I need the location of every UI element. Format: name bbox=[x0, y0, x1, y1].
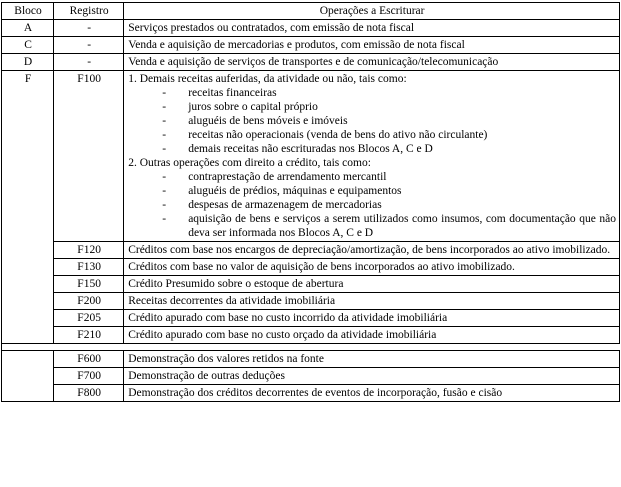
list-item: - aluguéis de prédios, máquinas e equipamentos bbox=[162, 184, 616, 198]
list-item: - aquisição de bens e serviços a serem utilizados como insumos, com documentação que não deva ser informada nos Blocos A, C e D bbox=[162, 212, 616, 240]
cell-operacoes: Demonstração dos créditos decorrentes de eventos de incorporação, fusão e cisão bbox=[124, 385, 620, 402]
table-row bbox=[2, 385, 620, 402]
header-operacoes: Operações a Escriturar bbox=[124, 3, 620, 20]
registros-table bbox=[1, 2, 620, 402]
table-row bbox=[2, 20, 620, 37]
table-row bbox=[2, 54, 620, 71]
table-row bbox=[2, 310, 620, 327]
list-item: - demais receitas não escrituradas nos Blocos A, C e D bbox=[162, 142, 616, 156]
header-registro: Registro bbox=[54, 3, 124, 20]
cell-bloco: D bbox=[2, 54, 54, 71]
cell-registro: F120 bbox=[54, 242, 124, 259]
cell-operacoes-f100 bbox=[124, 71, 620, 242]
cell-operacoes: Venda e aquisição de serviços de transportes e de comunicação/telecomunicação bbox=[124, 54, 620, 71]
cell-registro: F600 bbox=[54, 351, 124, 368]
cell-bloco: C bbox=[2, 37, 54, 54]
table-row bbox=[2, 259, 620, 276]
table-body bbox=[2, 20, 620, 402]
gap-cell-registro bbox=[54, 344, 124, 351]
cell-operacoes: Créditos com base nos encargos de depreciação/amortização, de bens incorporados ao ativo imobilizado. bbox=[124, 242, 620, 259]
table-row bbox=[2, 351, 620, 368]
cell-registro: F210 bbox=[54, 327, 124, 344]
table-row bbox=[2, 368, 620, 385]
cell-operacoes: Crédito apurado com base no custo orçado da atividade imobiliária bbox=[124, 327, 620, 344]
cell-registro: - bbox=[54, 20, 124, 37]
table-row-f100 bbox=[2, 71, 620, 242]
list-item: - receitas financeiras bbox=[162, 86, 616, 100]
table-row bbox=[2, 293, 620, 310]
list-item: - contraprestação de arrendamento mercantil bbox=[162, 170, 616, 184]
f100-item-2: 2. Outras operações com direito a crédito, tais como: bbox=[128, 157, 371, 170]
cell-registro: F800 bbox=[54, 385, 124, 402]
gap-cell-bloco bbox=[2, 344, 54, 351]
table-gap-row bbox=[2, 344, 620, 351]
f100-item-2-list bbox=[128, 170, 616, 240]
table-row bbox=[2, 37, 620, 54]
cell-operacoes: Crédito Presumido sobre o estoque de abertura bbox=[124, 276, 620, 293]
gap-cell-operacoes bbox=[124, 344, 620, 351]
cell-registro: F130 bbox=[54, 259, 124, 276]
cell-registro: F100 bbox=[54, 71, 124, 242]
f100-item-1: 1. Demais receitas auferidas, da atividade ou não, tais como: bbox=[128, 73, 407, 86]
cell-registro: - bbox=[54, 37, 124, 54]
table-row bbox=[2, 242, 620, 259]
cell-registro: - bbox=[54, 54, 124, 71]
table-row bbox=[2, 276, 620, 293]
cell-registro: F150 bbox=[54, 276, 124, 293]
cell-operacoes: Créditos com base no valor de aquisição de bens incorporados ao ativo imobilizado. bbox=[124, 259, 620, 276]
list-item: - despesas de armazenagem de mercadorias bbox=[162, 198, 616, 212]
cell-operacoes: Crédito apurado com base no custo incorrido da atividade imobiliária bbox=[124, 310, 620, 327]
header-bloco: Bloco bbox=[2, 3, 54, 20]
list-item: - aluguéis de bens móveis e imóveis bbox=[162, 114, 616, 128]
cell-operacoes: Venda e aquisição de mercadorias e produtos, com emissão de nota fiscal bbox=[124, 37, 620, 54]
cell-operacoes: Receitas decorrentes da atividade imobiliária bbox=[124, 293, 620, 310]
table-header-row bbox=[2, 3, 620, 20]
cell-registro: F205 bbox=[54, 310, 124, 327]
list-item: - juros sobre o capital próprio bbox=[162, 100, 616, 114]
list-item: - receitas não operacionais (venda de bens do ativo não circulante) bbox=[162, 128, 616, 142]
table-row bbox=[2, 327, 620, 344]
cell-operacoes: Demonstração de outras deduções bbox=[124, 368, 620, 385]
table-header bbox=[2, 3, 620, 20]
f100-item-1-list bbox=[128, 86, 616, 156]
cell-operacoes: Demonstração dos valores retidos na fonte bbox=[124, 351, 620, 368]
document-page bbox=[0, 2, 621, 487]
cell-bloco: A bbox=[2, 20, 54, 37]
cell-operacoes: Serviços prestados ou contratados, com emissão de nota fiscal bbox=[124, 20, 620, 37]
cell-registro: F700 bbox=[54, 368, 124, 385]
cell-bloco-empty bbox=[2, 351, 54, 402]
cell-registro: F200 bbox=[54, 293, 124, 310]
cell-bloco-f: F bbox=[2, 71, 54, 344]
